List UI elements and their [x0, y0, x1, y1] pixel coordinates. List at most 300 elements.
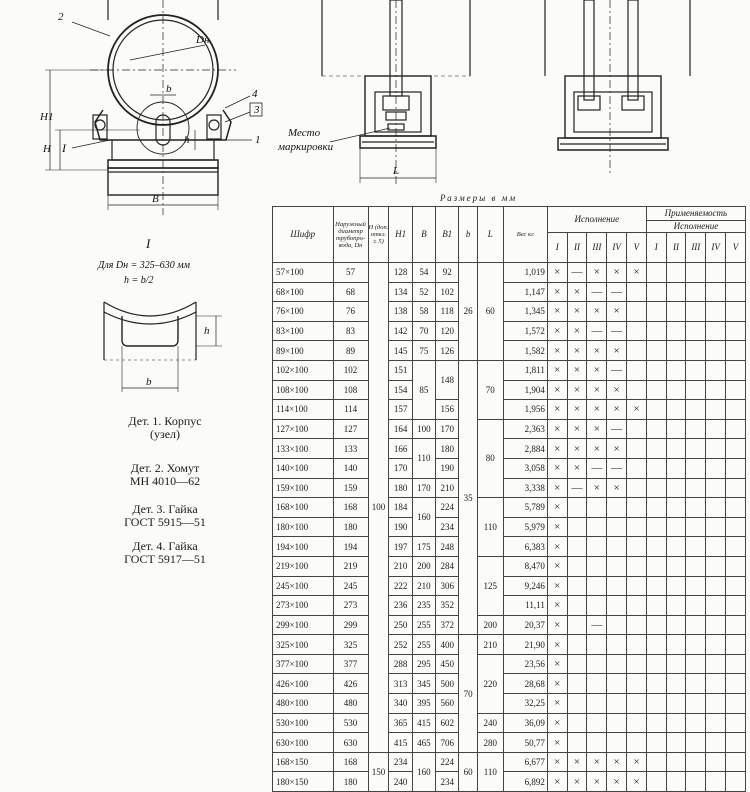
ispolnenie-col-III: III: [587, 233, 607, 263]
cell-b: 200: [412, 556, 435, 576]
cell-primenyaemost: [706, 360, 726, 380]
cell-weight: 6,892: [503, 772, 547, 792]
cell-h1: 313: [389, 674, 412, 694]
cell-primenyaemost: [646, 517, 666, 537]
cell-primenyaemost: [726, 752, 746, 772]
cell-primenyaemost: [666, 733, 686, 753]
cell-shifr: 377×100: [273, 654, 334, 674]
cell-primenyaemost: [686, 439, 706, 459]
cell-ispolnenie: ×: [567, 458, 587, 478]
cell-primenyaemost: [686, 635, 706, 655]
cell-b: 160: [412, 498, 435, 537]
cell-primenyaemost: [666, 360, 686, 380]
cell-primenyaemost: [726, 498, 746, 518]
cell-b1: 190: [436, 458, 459, 478]
cell-primenyaemost: [706, 772, 726, 792]
cell-ispolnenie: [607, 517, 627, 537]
cell-l: 210: [477, 635, 503, 655]
cell-primenyaemost: [686, 654, 706, 674]
cell-b1: 352: [436, 596, 459, 616]
cell-weight: 28,68: [503, 674, 547, 694]
cell-ispolnenie: ×: [547, 772, 567, 792]
cell-shifr: 299×100: [273, 615, 334, 635]
cell-shifr: 219×100: [273, 556, 334, 576]
cell-primenyaemost: [726, 713, 746, 733]
cell-ispolnenie: [627, 517, 647, 537]
cell-primenyaemost: [726, 537, 746, 557]
cell-ispolnenie: —: [587, 458, 607, 478]
cell-l: 80: [477, 419, 503, 497]
dim-L: L: [393, 165, 400, 177]
cell-primenyaemost: [726, 694, 746, 714]
cell-primenyaemost: [646, 576, 666, 596]
cell-primenyaemost: [706, 341, 726, 361]
cell-ispolnenie: ×: [547, 302, 567, 322]
header-weight: Вес кг: [503, 207, 547, 263]
cell-primenyaemost: [666, 537, 686, 557]
cell-ispolnenie: ×: [587, 752, 607, 772]
part-4-caption: [95, 540, 235, 566]
cell-primenyaemost: [666, 772, 686, 792]
cell-l: 70: [477, 360, 503, 419]
cell-primenyaemost: [706, 635, 726, 655]
part-1-title: Дет. 1. Корпус: [128, 414, 202, 428]
cell-weight: 3,058: [503, 458, 547, 478]
cell-weight: 5,789: [503, 498, 547, 518]
table-row: [273, 302, 746, 322]
cell-h1: 222: [389, 576, 412, 596]
header-b-lower: b: [459, 207, 478, 263]
cell-ispolnenie: [587, 713, 607, 733]
table-row: [273, 654, 746, 674]
cell-h1: 250: [389, 615, 412, 635]
table-row: [273, 517, 746, 537]
cell-primenyaemost: [646, 615, 666, 635]
cell-primenyaemost: [706, 596, 726, 616]
leader-label-4: 4: [252, 88, 258, 100]
cell-ispolnenie: ×: [587, 400, 607, 420]
cell-b1: 126: [436, 341, 459, 361]
cell-ispolnenie: [607, 498, 627, 518]
cell-primenyaemost: [666, 263, 686, 283]
cell-weight: 36,09: [503, 713, 547, 733]
cell-ispolnenie: [607, 654, 627, 674]
cell-h1: 240: [389, 772, 412, 792]
cell-b1: 602: [436, 713, 459, 733]
cell-ispolnenie: ×: [547, 498, 567, 518]
cell-primenyaemost: [686, 282, 706, 302]
cell-shifr: 76×100: [273, 302, 334, 322]
cell-ispolnenie: ×: [567, 302, 587, 322]
cell-h1: 145: [389, 341, 412, 361]
cell-ispolnenie: —: [587, 282, 607, 302]
cell-h1: 164: [389, 419, 412, 439]
primenyaemost-col-IV: IV: [706, 233, 726, 263]
cell-primenyaemost: [666, 498, 686, 518]
cell-h1: 210: [389, 556, 412, 576]
cell-shifr: 325×100: [273, 635, 334, 655]
cell-ispolnenie: ×: [547, 556, 567, 576]
cell-ispolnenie: [567, 674, 587, 694]
cell-b1: 224: [436, 498, 459, 518]
cell-shifr: 57×100: [273, 263, 334, 283]
cell-primenyaemost: [706, 380, 726, 400]
cell-primenyaemost: [706, 498, 726, 518]
cell-ispolnenie: [567, 733, 587, 753]
cell-weight: 2,884: [503, 439, 547, 459]
cell-b1: 180: [436, 439, 459, 459]
cell-diameter: 68: [333, 282, 368, 302]
cell-primenyaemost: [706, 400, 726, 420]
cell-primenyaemost: [646, 458, 666, 478]
cell-weight: 8,470: [503, 556, 547, 576]
cell-h1: 170: [389, 458, 412, 478]
cell-primenyaemost: [646, 556, 666, 576]
primenyaemost-col-I: I: [646, 233, 666, 263]
cell-ispolnenie: [627, 537, 647, 557]
cell-ispolnenie: [627, 341, 647, 361]
specs-table: [272, 206, 746, 792]
cell-primenyaemost: [726, 576, 746, 596]
cell-primenyaemost: [686, 302, 706, 322]
table-row: [273, 419, 746, 439]
cell-diameter: 133: [333, 439, 368, 459]
cell-shifr: 168×100: [273, 498, 334, 518]
part-1-sub: (узел): [149, 427, 181, 441]
cell-ispolnenie: [627, 321, 647, 341]
cell-primenyaemost: [726, 772, 746, 792]
cell-primenyaemost: [646, 282, 666, 302]
cell-diameter: 530: [333, 713, 368, 733]
cell-ispolnenie: ×: [547, 713, 567, 733]
cell-primenyaemost: [686, 321, 706, 341]
cell-b1: 92: [436, 263, 459, 283]
cell-ispolnenie: [607, 576, 627, 596]
table-row: [273, 772, 746, 792]
header-b: B: [412, 207, 435, 263]
cell-diameter: 325: [333, 635, 368, 655]
cell-ispolnenie: [627, 439, 647, 459]
cell-h1: 151: [389, 360, 412, 380]
cell-ispolnenie: [627, 478, 647, 498]
cell-b1: 400: [436, 635, 459, 655]
header-shifr: Шифр: [273, 207, 334, 263]
cell-h1: 138: [389, 302, 412, 322]
header-ispolnenie: Исполнение: [547, 207, 646, 233]
cell-l: 280: [477, 733, 503, 753]
table-row: [273, 537, 746, 557]
cell-primenyaemost: [706, 733, 726, 753]
cell-ispolnenie: [567, 694, 587, 714]
part-3-sub: ГОСТ 5915—51: [124, 515, 206, 529]
cell-shifr: 480×100: [273, 694, 334, 714]
cell-ispolnenie: [567, 713, 587, 733]
cell-primenyaemost: [726, 654, 746, 674]
cell-ispolnenie: [587, 674, 607, 694]
cell-h1: 142: [389, 321, 412, 341]
leader-label-2: 2: [58, 11, 64, 23]
cell-ispolnenie: [627, 360, 647, 380]
cell-ispolnenie: ×: [587, 419, 607, 439]
cell-h1: 128: [389, 263, 412, 283]
cell-ispolnenie: —: [607, 321, 627, 341]
cell-h1: 252: [389, 635, 412, 655]
cell-shifr: 180×150: [273, 772, 334, 792]
primenyaemost-col-III: III: [686, 233, 706, 263]
cell-primenyaemost: [646, 341, 666, 361]
cell-b1: 156: [436, 400, 459, 420]
cell-b: 100: [412, 419, 435, 439]
cell-diameter: 140: [333, 458, 368, 478]
table-row: [273, 478, 746, 498]
table-row: [273, 321, 746, 341]
cell-shifr: 89×100: [273, 341, 334, 361]
cell-l: 220: [477, 654, 503, 713]
cell-ispolnenie: ×: [547, 341, 567, 361]
cell-ispolnenie: ×: [607, 341, 627, 361]
cell-ispolnenie: ×: [547, 360, 567, 380]
cell-primenyaemost: [666, 439, 686, 459]
cell-b1: 306: [436, 576, 459, 596]
cell-weight: 21,90: [503, 635, 547, 655]
cell-ispolnenie: [567, 517, 587, 537]
cell-l: 60: [477, 263, 503, 361]
cell-ispolnenie: ×: [547, 615, 567, 635]
cell-weight: 1,956: [503, 400, 547, 420]
cell-primenyaemost: [686, 360, 706, 380]
cell-ispolnenie: ×: [547, 674, 567, 694]
dim-h: h: [184, 134, 190, 146]
cell-ispolnenie: ×: [587, 263, 607, 283]
cell-primenyaemost: [666, 380, 686, 400]
cell-primenyaemost: [666, 302, 686, 322]
cell-diameter: 168: [333, 752, 368, 772]
cell-diameter: 180: [333, 517, 368, 537]
cell-diameter: 219: [333, 556, 368, 576]
table-row: [273, 439, 746, 459]
cell-diameter: 159: [333, 478, 368, 498]
cell-diameter: 89: [333, 341, 368, 361]
cell-weight: 11,11: [503, 596, 547, 616]
cell-b1: 284: [436, 556, 459, 576]
dim-H: H: [43, 143, 51, 155]
cell-ispolnenie: ×: [627, 400, 647, 420]
cell-b1: 224: [436, 752, 459, 772]
dim-b: b: [166, 83, 172, 95]
cell-primenyaemost: [646, 419, 666, 439]
cell-primenyaemost: [646, 380, 666, 400]
cell-primenyaemost: [726, 360, 746, 380]
cell-ispolnenie: [587, 498, 607, 518]
table-row: [273, 556, 746, 576]
primenyaemost-col-II: II: [666, 233, 686, 263]
cell-diameter: 377: [333, 654, 368, 674]
cell-ispolnenie: [567, 498, 587, 518]
cell-weight: 20,37: [503, 615, 547, 635]
cell-primenyaemost: [686, 537, 706, 557]
cell-ispolnenie: [587, 596, 607, 616]
dim-B: B: [152, 193, 159, 205]
cell-ispolnenie: ×: [547, 380, 567, 400]
cell-shifr: 273×100: [273, 596, 334, 616]
cell-ispolnenie: [627, 576, 647, 596]
cell-ispolnenie: ×: [547, 654, 567, 674]
cell-h1: 154: [389, 380, 412, 400]
cell-ispolnenie: —: [587, 615, 607, 635]
cell-b: 110: [412, 439, 435, 478]
cell-ispolnenie: ×: [607, 400, 627, 420]
cell-shifr: 530×100: [273, 713, 334, 733]
table-row: [273, 752, 746, 772]
cell-ispolnenie: ×: [547, 576, 567, 596]
cell-ispolnenie: ×: [567, 400, 587, 420]
cell-h1: 134: [389, 282, 412, 302]
detail-title: I: [146, 236, 151, 251]
cell-b: 415: [412, 713, 435, 733]
cell-diameter: 480: [333, 694, 368, 714]
cell-primenyaemost: [666, 400, 686, 420]
cell-primenyaemost: [666, 674, 686, 694]
cell-primenyaemost: [726, 458, 746, 478]
cell-primenyaemost: [646, 713, 666, 733]
cell-ispolnenie: —: [567, 478, 587, 498]
cell-primenyaemost: [666, 713, 686, 733]
cell-h1: 236: [389, 596, 412, 616]
cell-primenyaemost: [686, 478, 706, 498]
cell-primenyaemost: [646, 635, 666, 655]
cell-primenyaemost: [666, 694, 686, 714]
cell-primenyaemost: [706, 576, 726, 596]
cell-primenyaemost: [726, 400, 746, 420]
cell-primenyaemost: [706, 537, 726, 557]
cell-weight: 32,25: [503, 694, 547, 714]
cell-primenyaemost: [706, 556, 726, 576]
cell-diameter: 114: [333, 400, 368, 420]
callout-I: I: [62, 141, 66, 155]
table-row: [273, 733, 746, 753]
cell-ispolnenie: [587, 537, 607, 557]
cell-b: 175: [412, 537, 435, 557]
cell-shifr: 245×100: [273, 576, 334, 596]
cell-ispolnenie: ×: [547, 419, 567, 439]
header-primenyaemost: Применяемость: [646, 207, 745, 221]
cell-primenyaemost: [646, 674, 666, 694]
table-caption: Размеры в мм: [440, 193, 518, 203]
cell-shifr: 159×100: [273, 478, 334, 498]
cell-diameter: 102: [333, 360, 368, 380]
cell-diameter: 57: [333, 263, 368, 283]
cell-primenyaemost: [726, 478, 746, 498]
header-ispolnenie-2: Исполнение: [646, 221, 745, 233]
cell-primenyaemost: [706, 478, 726, 498]
cell-ispolnenie: [567, 556, 587, 576]
cell-primenyaemost: [666, 654, 686, 674]
cell-ispolnenie: ×: [547, 439, 567, 459]
cell-b1: 450: [436, 654, 459, 674]
primenyaemost-col-V: V: [726, 233, 746, 263]
cell-ispolnenie: ×: [567, 321, 587, 341]
cell-primenyaemost: [666, 635, 686, 655]
cell-ispolnenie: ×: [567, 419, 587, 439]
cell-shifr: 108×100: [273, 380, 334, 400]
cell-b1: 248: [436, 537, 459, 557]
cell-primenyaemost: [686, 596, 706, 616]
cell-ispolnenie: ×: [587, 360, 607, 380]
cell-primenyaemost: [686, 733, 706, 753]
part-3-title: Дет. 3. Гайка: [132, 502, 198, 516]
cell-ispolnenie: [627, 596, 647, 616]
cell-ispolnenie: [627, 302, 647, 322]
leader-label-3: 3: [254, 104, 260, 116]
table-row: [273, 360, 746, 380]
cell-ispolnenie: [567, 596, 587, 616]
table-row: [273, 694, 746, 714]
cell-weight: 6,677: [503, 752, 547, 772]
cell-ispolnenie: ×: [587, 439, 607, 459]
front-view: [45, 0, 252, 215]
cell-primenyaemost: [726, 635, 746, 655]
cell-primenyaemost: [646, 321, 666, 341]
cell-primenyaemost: [706, 321, 726, 341]
cell-primenyaemost: [646, 654, 666, 674]
detail-I: [104, 302, 222, 392]
cell-ispolnenie: [567, 615, 587, 635]
marking-label-2: маркировки: [278, 141, 334, 153]
cell-weight: 6,383: [503, 537, 547, 557]
cell-b: 75: [412, 341, 435, 361]
cell-ispolnenie: [607, 596, 627, 616]
cell-b: 235: [412, 596, 435, 616]
table-row: [273, 400, 746, 420]
cell-b1: 118: [436, 302, 459, 322]
cell-diameter: 426: [333, 674, 368, 694]
cell-ispolnenie: —: [607, 360, 627, 380]
cell-ispolnenie: ×: [567, 341, 587, 361]
cell-weight: 3,338: [503, 478, 547, 498]
cell-ispolnenie: [587, 576, 607, 596]
cell-b: 345: [412, 674, 435, 694]
cell-primenyaemost: [646, 400, 666, 420]
cell-primenyaemost: [726, 674, 746, 694]
cell-diameter: 299: [333, 615, 368, 635]
cell-ispolnenie: [587, 694, 607, 714]
cell-b1: 706: [436, 733, 459, 753]
cell-primenyaemost: [666, 576, 686, 596]
cell-ispolnenie: [627, 733, 647, 753]
cell-h1: 415: [389, 733, 412, 753]
cell-primenyaemost: [706, 302, 726, 322]
cell-primenyaemost: [706, 752, 726, 772]
cell-primenyaemost: [686, 694, 706, 714]
cell-primenyaemost: [726, 517, 746, 537]
cell-h1: 340: [389, 694, 412, 714]
cell-primenyaemost: [726, 556, 746, 576]
cell-ispolnenie: [607, 713, 627, 733]
part-3-caption: [95, 503, 235, 529]
cell-primenyaemost: [726, 439, 746, 459]
cell-ispolnenie: ×: [547, 400, 567, 420]
cell-b1: 102: [436, 282, 459, 302]
marking-label-1: Место: [288, 127, 321, 139]
cell-diameter: 108: [333, 380, 368, 400]
table-row: [273, 635, 746, 655]
cell-weight: 1,019: [503, 263, 547, 283]
leader-label-1: 1: [255, 134, 261, 146]
cell-ispolnenie: —: [607, 282, 627, 302]
part-2-caption: [95, 462, 235, 488]
cell-weight: 1,147: [503, 282, 547, 302]
cell-diameter: 83: [333, 321, 368, 341]
